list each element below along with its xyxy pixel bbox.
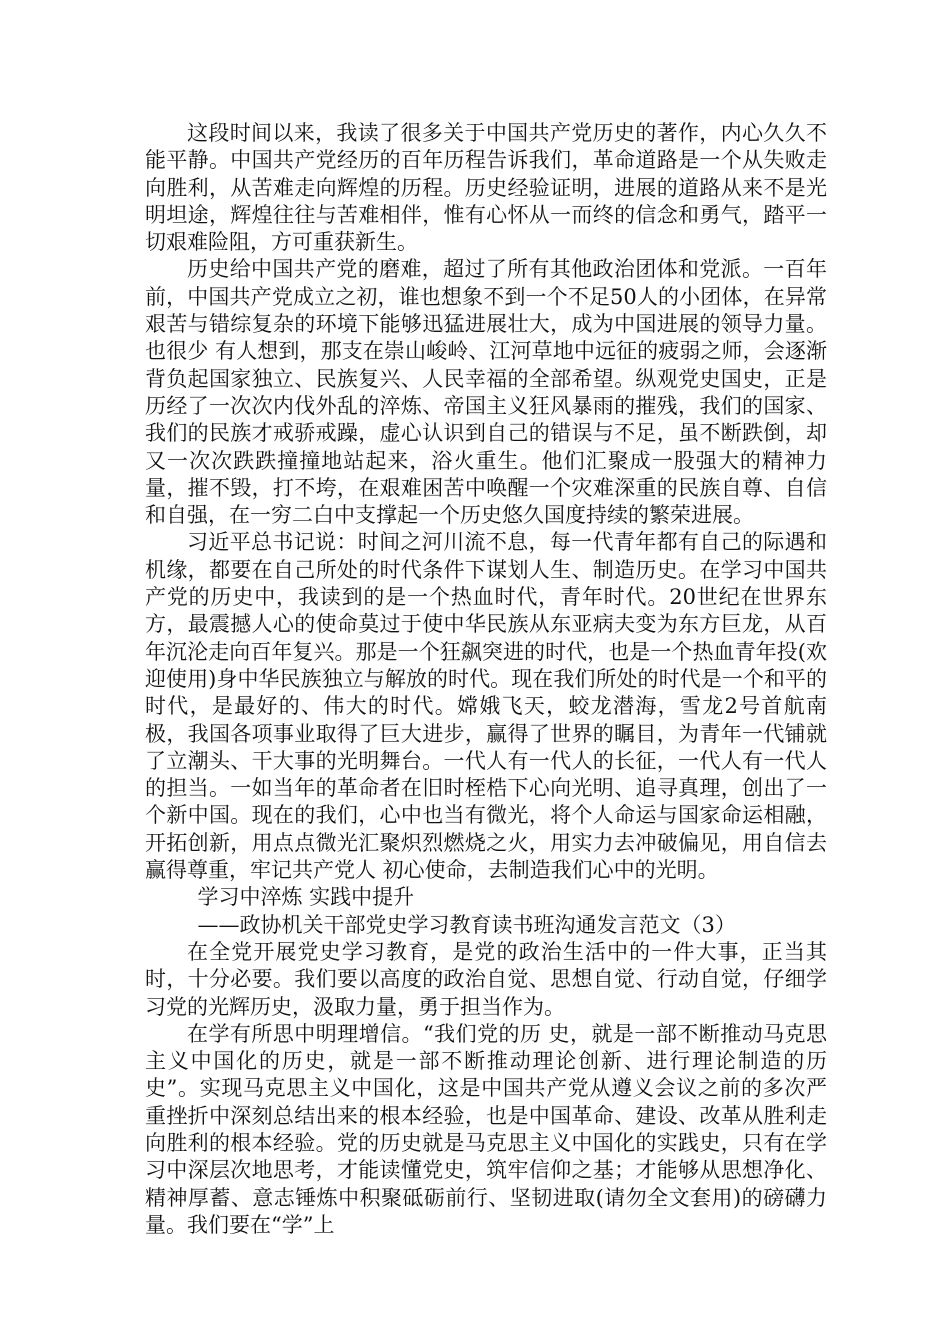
section-title: 学习中淬炼 实践中提升 <box>197 885 415 910</box>
body-paragraph: 习近平总书记说：时间之河川流不息，每一代青年都有自己的际遇和机缘，都要在自己所处的时代条件下谋划人生、制造历史。在学习中国共产党的历史中，我读到的是一个热血时代，青年时代。20世纪在世界东方，最震撼人心的使命莫过于使中华民族从东亚病夫变为东方巨龙，从百年沉沦走向百年复兴。那是一个狂飙突进的时代，也是一个热血青年投(欢迎使用)身中华民族独立与解放的时代。现在我们所处的时代是一个和平的时代，是最好的、伟大的时代。嫦娥飞天，蛟龙潜海，雪龙2号首航南极，我国各项事业取得了巨大进步，赢得了世界的瞩目，为青年一代铺就了立潮头、干大事的光明舞台。一代人有一代人的长征，一代人有一代人的担当。一如当年的革命者在旧时桎梏下心向光明、追寻真理，创出了一个新中国。现在的我们，心中也当有微光，将个人命运与国家命运相融，开拓创新，用点点微光汇聚炽烈燃烧之火，用实力去冲破偏见，用自信去赢得尊重，牢记共产党人 初心使命，去制造我们心中的光明。 <box>145 530 827 883</box>
body-paragraph: 这段时间以来，我读了很多关于中国共产党历史的著作，内心久久不能平静。中国共产党经历的百年历程告诉我们，革命道路是一个从失败走向胜利，从苦难走向辉煌的历程。历史经验证明，进展的道路从来不是光明坦途，辉煌往往与苦难相伴，惟有心怀从一而终的信念和勇气，踏平一切艰难险阻，方可重获新生。 <box>145 121 827 255</box>
body-paragraph: 在学有所思中明理增信。“我们党的历 史，就是一部不断推动马克思主义中国化的历史，就是一部不断推动理论创新、进行理论制造的历史”。实现马克思主义中国化，这是中国共产党从遵义会议之前的多次严重挫折中深刻总结出来的根本经验，也是中国革命、建设、改革从胜利走向胜利的根本经验。党的历史就是马克思主义中国化的实践史，只有在学习中深层次地思考，才能读懂党史，筑牢信仰之基；才能够从思想净化、精神厚蓄、意志锤炼中积聚砥砺前行、坚韧进取(请勿全文套用)的磅礴力量。我们要在“学”上 <box>145 1021 827 1237</box>
document-page <box>145 120 827 1239</box>
section-subtitle: ——政协机关干部党史学习教育读书班沟通发言范文（3） <box>197 912 736 937</box>
body-paragraph: 历史给中国共产党的磨难，超过了所有其他政治团体和党派。一百年前，中国共产党成立之初，谁也想象不到一个不足50人的小团体，在异常艰苦与错综复杂的环境下能够迅猛进展壮大，成为中国进展的领导力量。也很少 有人想到，那支在崇山峻岭、江河草地中远征的疲弱之师，会逐渐背负起国家独立、民族复兴、人民幸福的全部希望。纵观党史国史，正是历经了一次次内伐外乱的淬炼、帝国主义狂风暴雨的摧残，我们的国家、我们的民族才戒骄戒躁，虚心认识到自己的错误与不足，虽不断跌倒，却又一次次跌跌撞撞地站起来，浴火重生。他们汇聚成一股强大的精神力量，摧不毁，打不垮，在艰难困苦中唤醒一个灾难深重的民族自尊、自信和自强，在一穷二白中支撑起一个历史悠久国度持续的繁荣进展。 <box>145 257 827 528</box>
body-paragraph: 在全党开展党史学习教育，是党的政治生活中的一件大事，正当其时，十分必要。我们要以高度的政治自觉、思想自觉、行动自觉，仔细学习党的光辉历史，汲取力量，勇于担当作为。 <box>145 939 827 1019</box>
